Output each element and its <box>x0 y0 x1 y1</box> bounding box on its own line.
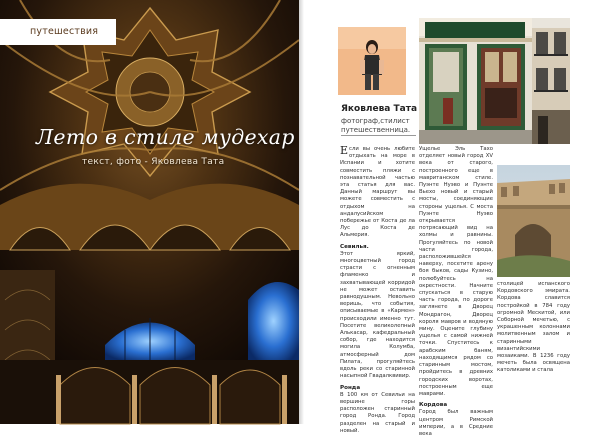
ronda-continued-paragraph: Ущелье Эль Тахо отделяет новый город XV века от старого, построенного еще в мавританском стиле. Пуэнте Нуэво и Пуэнте Вьехо новый и старый мосты, соединяющие стороны ущелья. С моста Пуэнте Нуэво открывается потрясающий вид на холмы и равнины. Прогуляйтесь по новой части города, расположившейся наверху, посетите арену боя быков, сады Кузино, полюбуйтесь на окрестности. Начните спускаться в старую часть города, по дороге заглянете в Дворец Мондрагон, Дворец короля мавров и водяную мину. Оцените глубину ущелья с самой нижней точки. Спуститесь к арабским баням, находящимся рядом со старинным мостом, пройдитесь в древних городских воротах, построенным еще маврами. <box>419 146 493 397</box>
author-role: фотограф,стилист путешественница. <box>341 117 411 134</box>
author-name: Яковлева Тата <box>341 104 418 114</box>
street-facade-photo <box>419 18 532 144</box>
article-title: Лето в стиле мудехар <box>36 125 295 149</box>
cordoba-heading: Кордова <box>419 402 448 409</box>
article-column-1 <box>340 144 415 434</box>
sevilla-heading: Севилья. <box>340 243 369 250</box>
ronda-bridge-photo <box>497 165 570 277</box>
drop-cap: Е <box>340 144 349 157</box>
cordoba-paragraph: Город был важным центром Римской империи, а в Средние века <box>419 409 493 437</box>
intro-paragraph: сли вы очень любите отдыхать на море в Испании и хотите совместить пляжи с познавательной частью эта статья для вас. Данный маршрут вы можете совместить с отдыхом на андалусийском побережье от Коста де ла Лус до Коста де Альмерия. <box>340 146 415 239</box>
page-gutter <box>299 0 304 424</box>
balcony-building-photo <box>532 18 570 144</box>
mudejar-dome-photo <box>0 0 299 424</box>
article-credit: текст, фото - Яковлева Тата <box>82 157 225 167</box>
ronda-heading: Ронда <box>340 384 361 391</box>
cordoba-continued-paragraph: столицей испанского Кордовского эмирата. Кордова славится постройкой в 784 году огромной Мескитой, или Соборной мечетью, с украшенным колоннами молитвенным залом и старинными византийскими мозаиками. В 1236 году мечеть была освящена католиками и стала <box>497 281 570 374</box>
article-column-2 <box>419 146 493 437</box>
section-tab: путешествия <box>0 19 116 45</box>
article-column-3 <box>497 281 570 421</box>
ronda-paragraph: В 100 км от Севильи на вершине горы расположен старинный город Ронда. Город разделен на старый и новый. <box>340 391 415 434</box>
author-avatar <box>338 27 406 95</box>
author-divider <box>341 135 416 136</box>
sevilla-paragraph: Этот яркий, многоцветный город страсти с огненным фламенко и захватывающей корридой не может оставить равнодушным. Невольно веришь, что события, описываемые в «Кармен» происходили именно тут. Посетите великолепный Алькасар, кафедральный собор, где находится могила Колумба, атмосферный дом Пилата, прогуляйтесь вдоль реки со старинной насыпной Гвадалквивир. <box>340 250 415 380</box>
left-page-cover-photo <box>0 0 299 424</box>
